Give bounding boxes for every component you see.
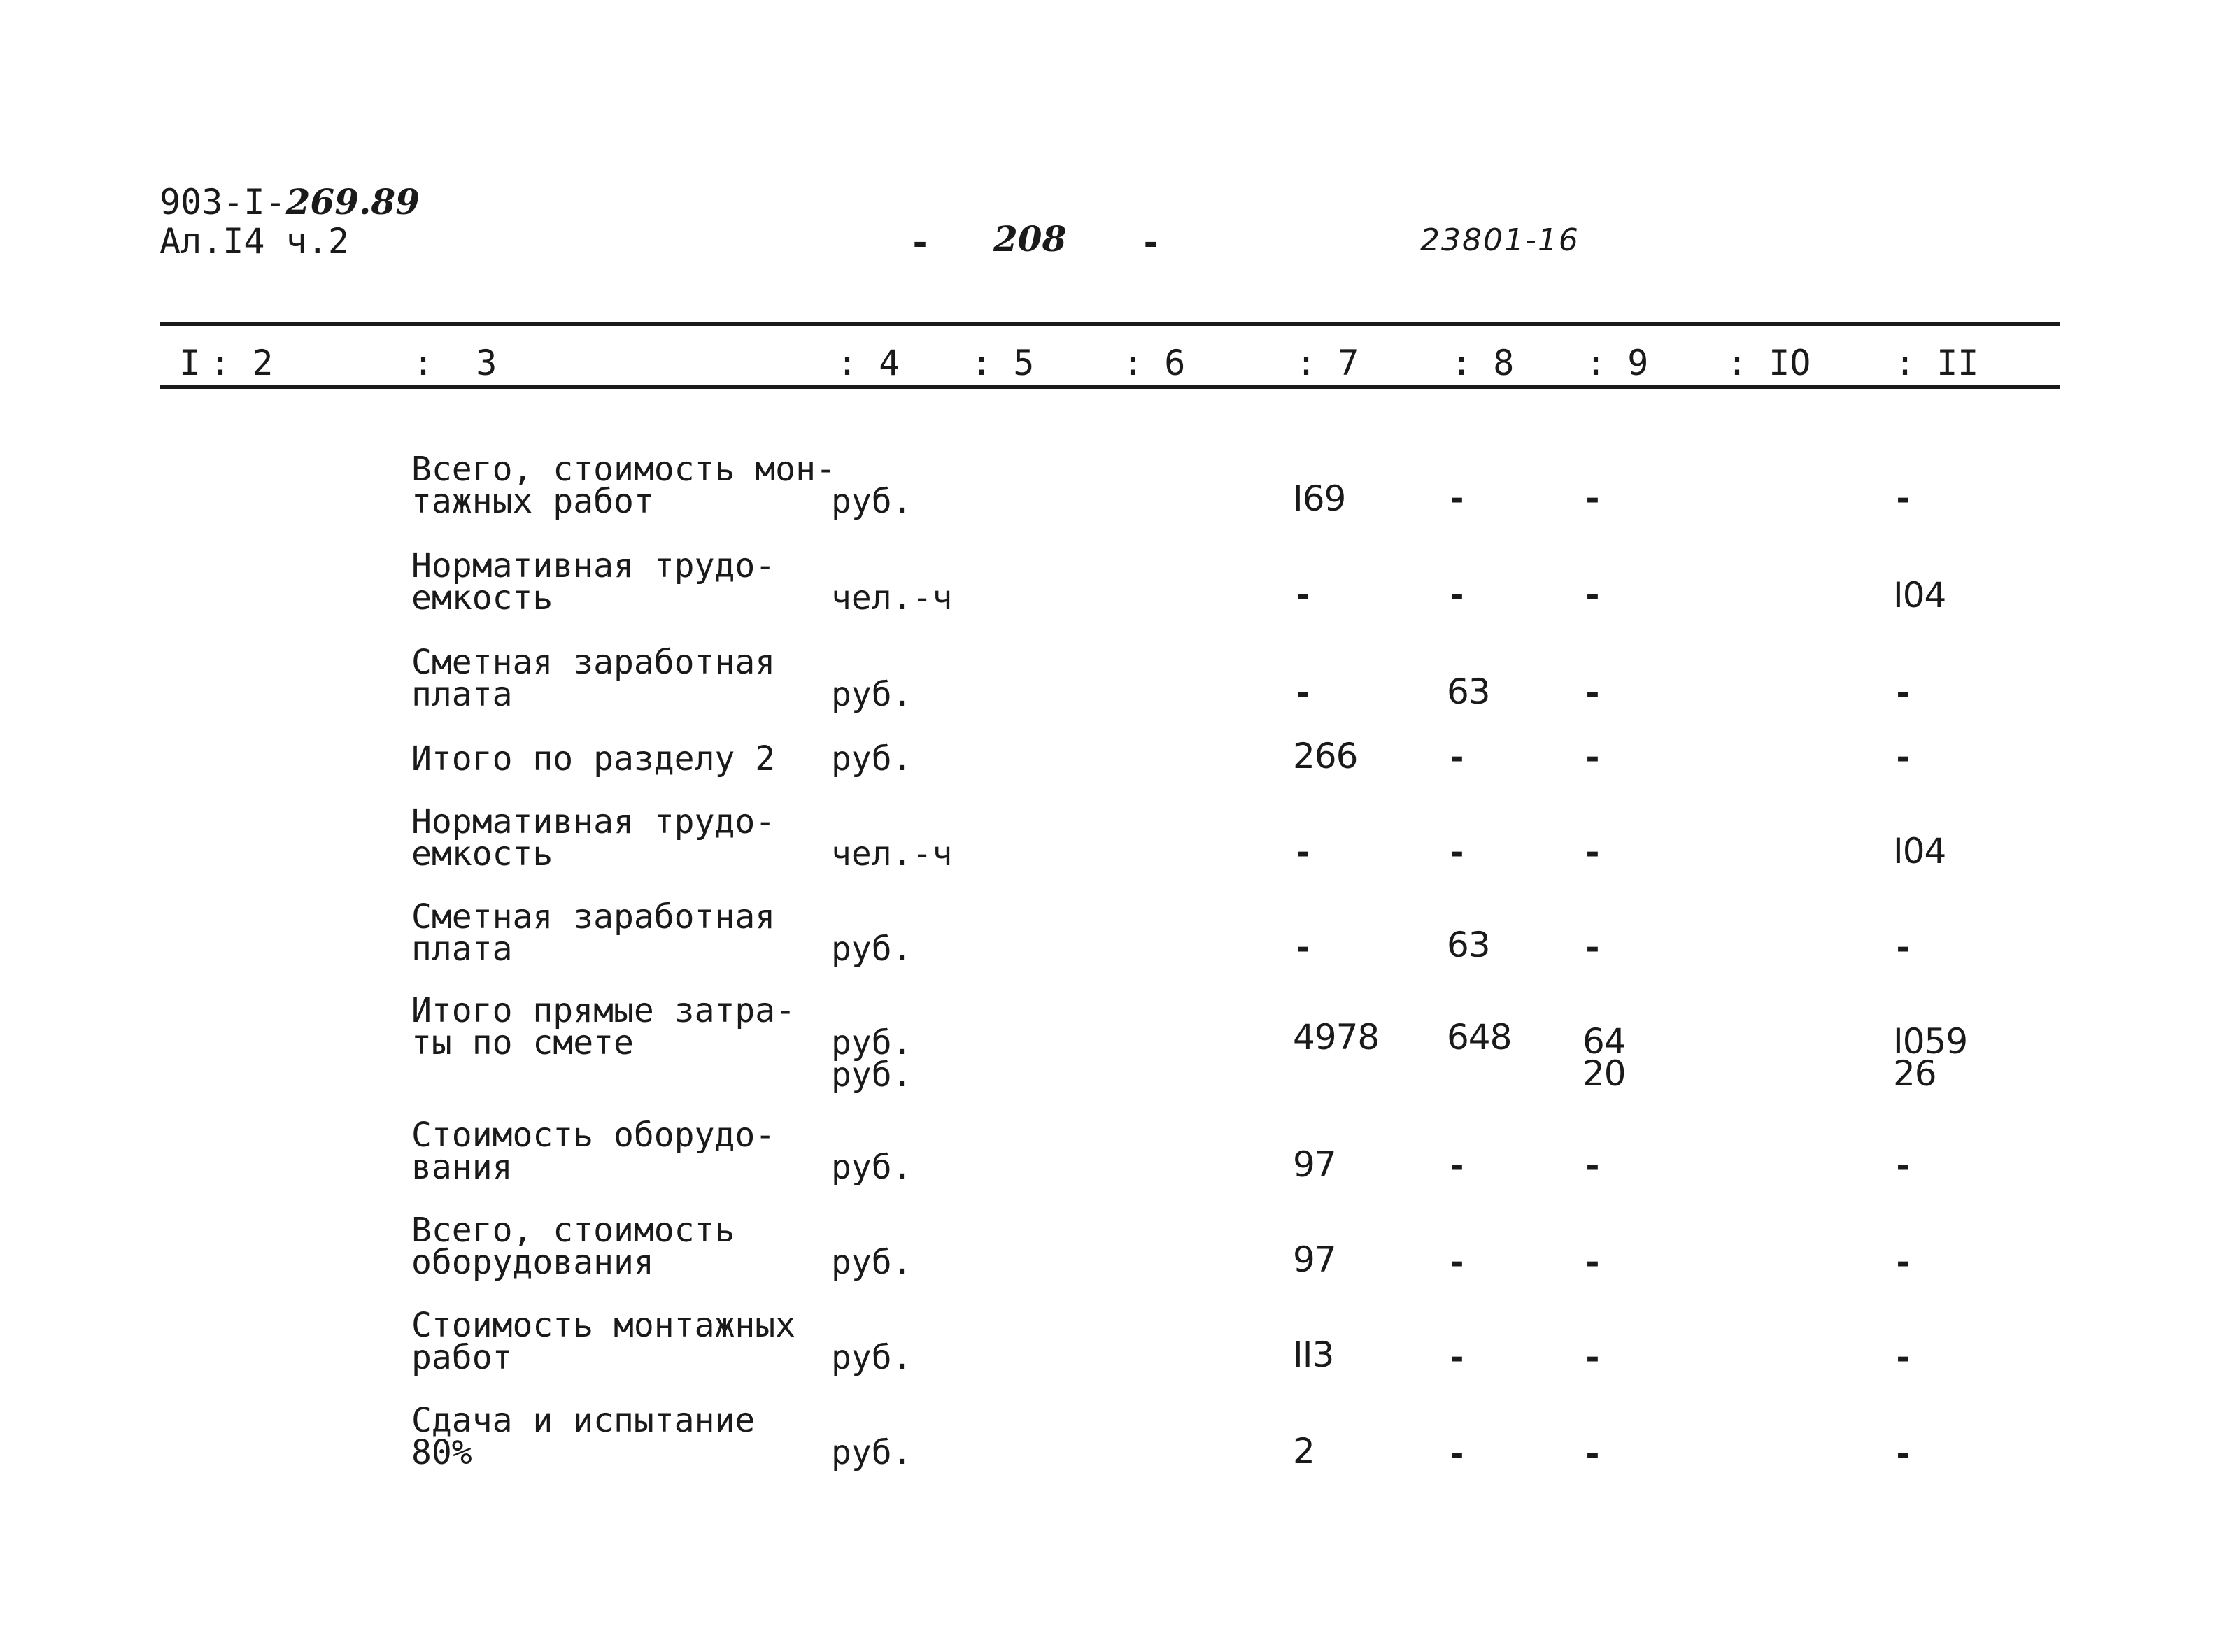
column-header-10: : IO (1727, 343, 1811, 383)
row-label: Сметная заработная плата (411, 643, 776, 714)
cell-col-8: - (1447, 1146, 1467, 1185)
column-header-4: : 4 (837, 343, 900, 383)
column-header-7: : 7 (1296, 343, 1359, 383)
row-unit: руб. (831, 930, 912, 969)
cell-col-9: - (1582, 674, 1603, 713)
cell-col-7: - (1293, 576, 1313, 615)
column-header-2: : 2 (210, 343, 274, 383)
cell-col-9: - (1582, 576, 1603, 615)
column-header-9: : 9 (1585, 343, 1649, 383)
cell-col-8: - (1447, 1243, 1467, 1282)
row-label: Всего, стоимость мон- тажных работ (411, 450, 836, 521)
cell-col-8: - (1447, 479, 1467, 518)
row-unit: руб. (831, 739, 912, 778)
cell-col-9: - (1582, 1243, 1603, 1282)
column-header-1: I (179, 343, 201, 383)
document-code (160, 183, 420, 221)
cell-col-7: - (1293, 928, 1313, 967)
cell-col-8: 63 (1447, 671, 1490, 712)
cell-col-8: - (1447, 738, 1467, 777)
document-number: 23801-16 (1420, 222, 1580, 258)
cell-col-9: - (1582, 833, 1603, 872)
row-unit: руб. (831, 675, 912, 714)
row-label: Всего, стоимость оборудования (411, 1211, 735, 1282)
row-unit: руб. (831, 1243, 912, 1282)
cell-col-8: - (1447, 576, 1467, 615)
cell-col-7: 4978 (1293, 1017, 1380, 1058)
cell-col-7: - (1293, 833, 1313, 872)
cell-col-8: - (1447, 1338, 1467, 1377)
cell-col-11: I04 (1893, 831, 1946, 871)
cell-col-9: - (1582, 1434, 1603, 1474)
cell-col-7: 2 (1293, 1431, 1315, 1472)
page-dash-left: - (909, 222, 931, 263)
document-code-prefix: 903-I- (160, 182, 286, 222)
cell-col-11: - (1893, 1434, 1913, 1474)
cell-col-7: 97 (1293, 1144, 1336, 1185)
row-unit: руб. (831, 1338, 912, 1377)
sheet-reference: Ал.I4 ч.2 (160, 221, 349, 262)
cell-col-11: - (1893, 1338, 1913, 1377)
cell-col-11: - (1893, 1243, 1913, 1282)
cell-col-8: - (1447, 1434, 1467, 1474)
cell-col-7: 97 (1293, 1239, 1336, 1280)
cell-col-8: - (1447, 833, 1467, 872)
row-label: Сметная заработная плата (411, 897, 776, 969)
row-unit: чел.-ч (831, 834, 953, 874)
row-label: Итого по разделу 2 (411, 739, 776, 778)
header-rule-top (160, 322, 2060, 326)
cell-col-11: I04 (1893, 575, 1946, 615)
page-dash-right: - (1140, 222, 1162, 263)
cell-col-9: - (1582, 1338, 1603, 1377)
row-unit: руб. руб. (831, 1023, 912, 1095)
header-rule-bottom (160, 385, 2060, 389)
cell-col-8: 648 (1447, 1017, 1512, 1058)
cell-col-11: - (1893, 928, 1913, 967)
cell-col-11: - (1893, 674, 1913, 713)
cell-col-9: - (1582, 1146, 1603, 1185)
cell-col-9: - (1582, 928, 1603, 967)
column-header-3: : 3 (413, 343, 497, 383)
cell-col-7: - (1293, 674, 1313, 713)
row-unit: руб. (831, 1433, 912, 1472)
column-header-6: : 6 (1122, 343, 1186, 383)
row-label: Стоимость монтажных работ (411, 1306, 796, 1377)
cell-col-9: 64 20 (1582, 1021, 1626, 1094)
column-header-5: : 5 (971, 343, 1035, 383)
cell-col-8: 63 (1447, 925, 1490, 965)
row-label: Сдача и испытание 80% (411, 1401, 756, 1472)
row-unit: руб. (831, 482, 912, 521)
cell-col-7: II3 (1293, 1334, 1334, 1375)
document-code-handwritten: 269.89 (285, 181, 420, 222)
row-unit: чел.-ч (831, 578, 953, 618)
page-number: 208 (993, 218, 1067, 259)
row-label: Нормативная трудо- емкость (411, 802, 776, 874)
row-label: Итого прямые затра- ты по смете (411, 991, 796, 1062)
column-header-8: : 8 (1451, 343, 1515, 383)
cell-col-7: I69 (1293, 478, 1346, 519)
cell-col-9: - (1582, 479, 1603, 518)
row-unit: руб. (831, 1148, 912, 1187)
cell-col-11: - (1893, 738, 1913, 777)
cell-col-11: - (1893, 479, 1913, 518)
cell-col-9: - (1582, 738, 1603, 777)
cell-col-11: I059 26 (1893, 1021, 1968, 1094)
cell-col-7: 266 (1293, 736, 1358, 776)
row-label: Стоимость оборудо- вания (411, 1116, 776, 1187)
column-header-11: : II (1894, 343, 1979, 383)
row-label: Нормативная трудо- емкость (411, 546, 776, 618)
cell-col-11: - (1893, 1146, 1913, 1185)
